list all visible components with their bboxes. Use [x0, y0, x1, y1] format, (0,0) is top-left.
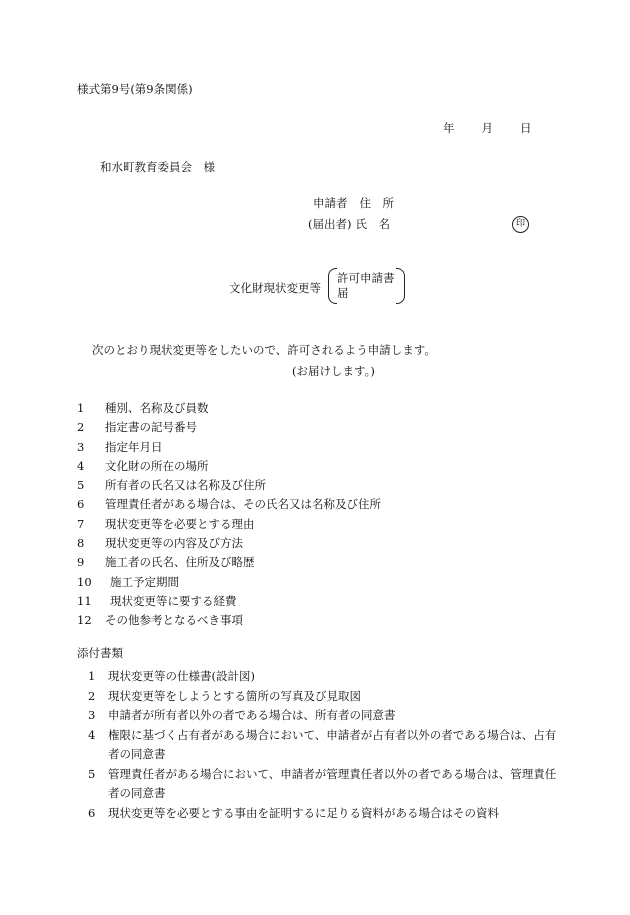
list-item: 12 その他参考となるべき事項 [77, 613, 243, 628]
addressee: 和水町教育委員会 様 [100, 160, 215, 174]
applicant-label: 申請者 [313, 196, 348, 210]
name-label: 氏 名 [355, 217, 390, 231]
list-item: 10 施工予定期間 [77, 574, 179, 589]
form-number: 様式第9号(第9条関係) [77, 82, 193, 96]
attachments-heading: 添付書類 [77, 646, 123, 660]
list-item: 4 文化財の所在の場所 [77, 458, 209, 473]
bracket-left [328, 268, 337, 304]
list-item: 5 管理責任者がある場合において、申請者が管理責任者以外の者である場合は、管理責任者の同意書 [88, 766, 557, 800]
date-month: 月 [481, 121, 493, 135]
list-item: 3 申請者が所有者以外の者である場合は、所有者の同意書 [88, 708, 396, 722]
date-year: 年 [443, 121, 455, 135]
notifier-label: (届出者) [308, 217, 352, 231]
list-item: 4 権限に基づく占有者がある場合において、申請者が占有者以外の者である場合は、占有者の同意書 [88, 727, 557, 761]
bracket-right [396, 268, 405, 304]
list-item: 1 種別、名称及び員数 [77, 401, 209, 415]
applicant-name-row [308, 219, 390, 231]
list-item: 1 現状変更等の仕様書(設計図) [88, 669, 255, 683]
item-list [77, 403, 381, 635]
list-item: 6 管理責任者がある場合は、その氏名又は名称及び住所 [77, 497, 381, 512]
list-item: 6 現状変更等を必要とする事由を証明するに足りる資料がある場合はその資料 [88, 805, 499, 820]
body-text-alt: (お届けします。) [292, 364, 375, 378]
address-label: 住 所 [359, 196, 394, 210]
list-item: 2 指定書の記号番号 [77, 420, 197, 435]
applicant-address-row [313, 198, 394, 210]
date-line [443, 123, 532, 135]
date-day: 日 [520, 121, 532, 135]
list-item: 5 所有者の氏名又は名称及び住所 [77, 478, 266, 493]
seal-mark: 印 [512, 216, 529, 233]
list-item: 9 施工者の氏名、住所及び略歴 [77, 555, 255, 570]
list-item: 2 現状変更等をしようとする箇所の写真及び見取図 [88, 688, 361, 703]
list-item: 8 現状変更等の内容及び方法 [77, 536, 243, 551]
list-item: 7 現状変更等を必要とする理由 [77, 516, 255, 531]
title-option-notification: 届 [337, 286, 349, 300]
attachment-list [88, 667, 558, 823]
title-option-application: 許可申請書 [337, 271, 395, 285]
list-item: 3 指定年月日 [77, 439, 163, 454]
list-item: 11 現状変更等に要する経費 [77, 593, 237, 608]
document-title: 文化財現状変更等 [229, 281, 321, 295]
body-text: 次のとおり現状変更等をしたいので、許可されるよう申請します。 [92, 343, 436, 357]
